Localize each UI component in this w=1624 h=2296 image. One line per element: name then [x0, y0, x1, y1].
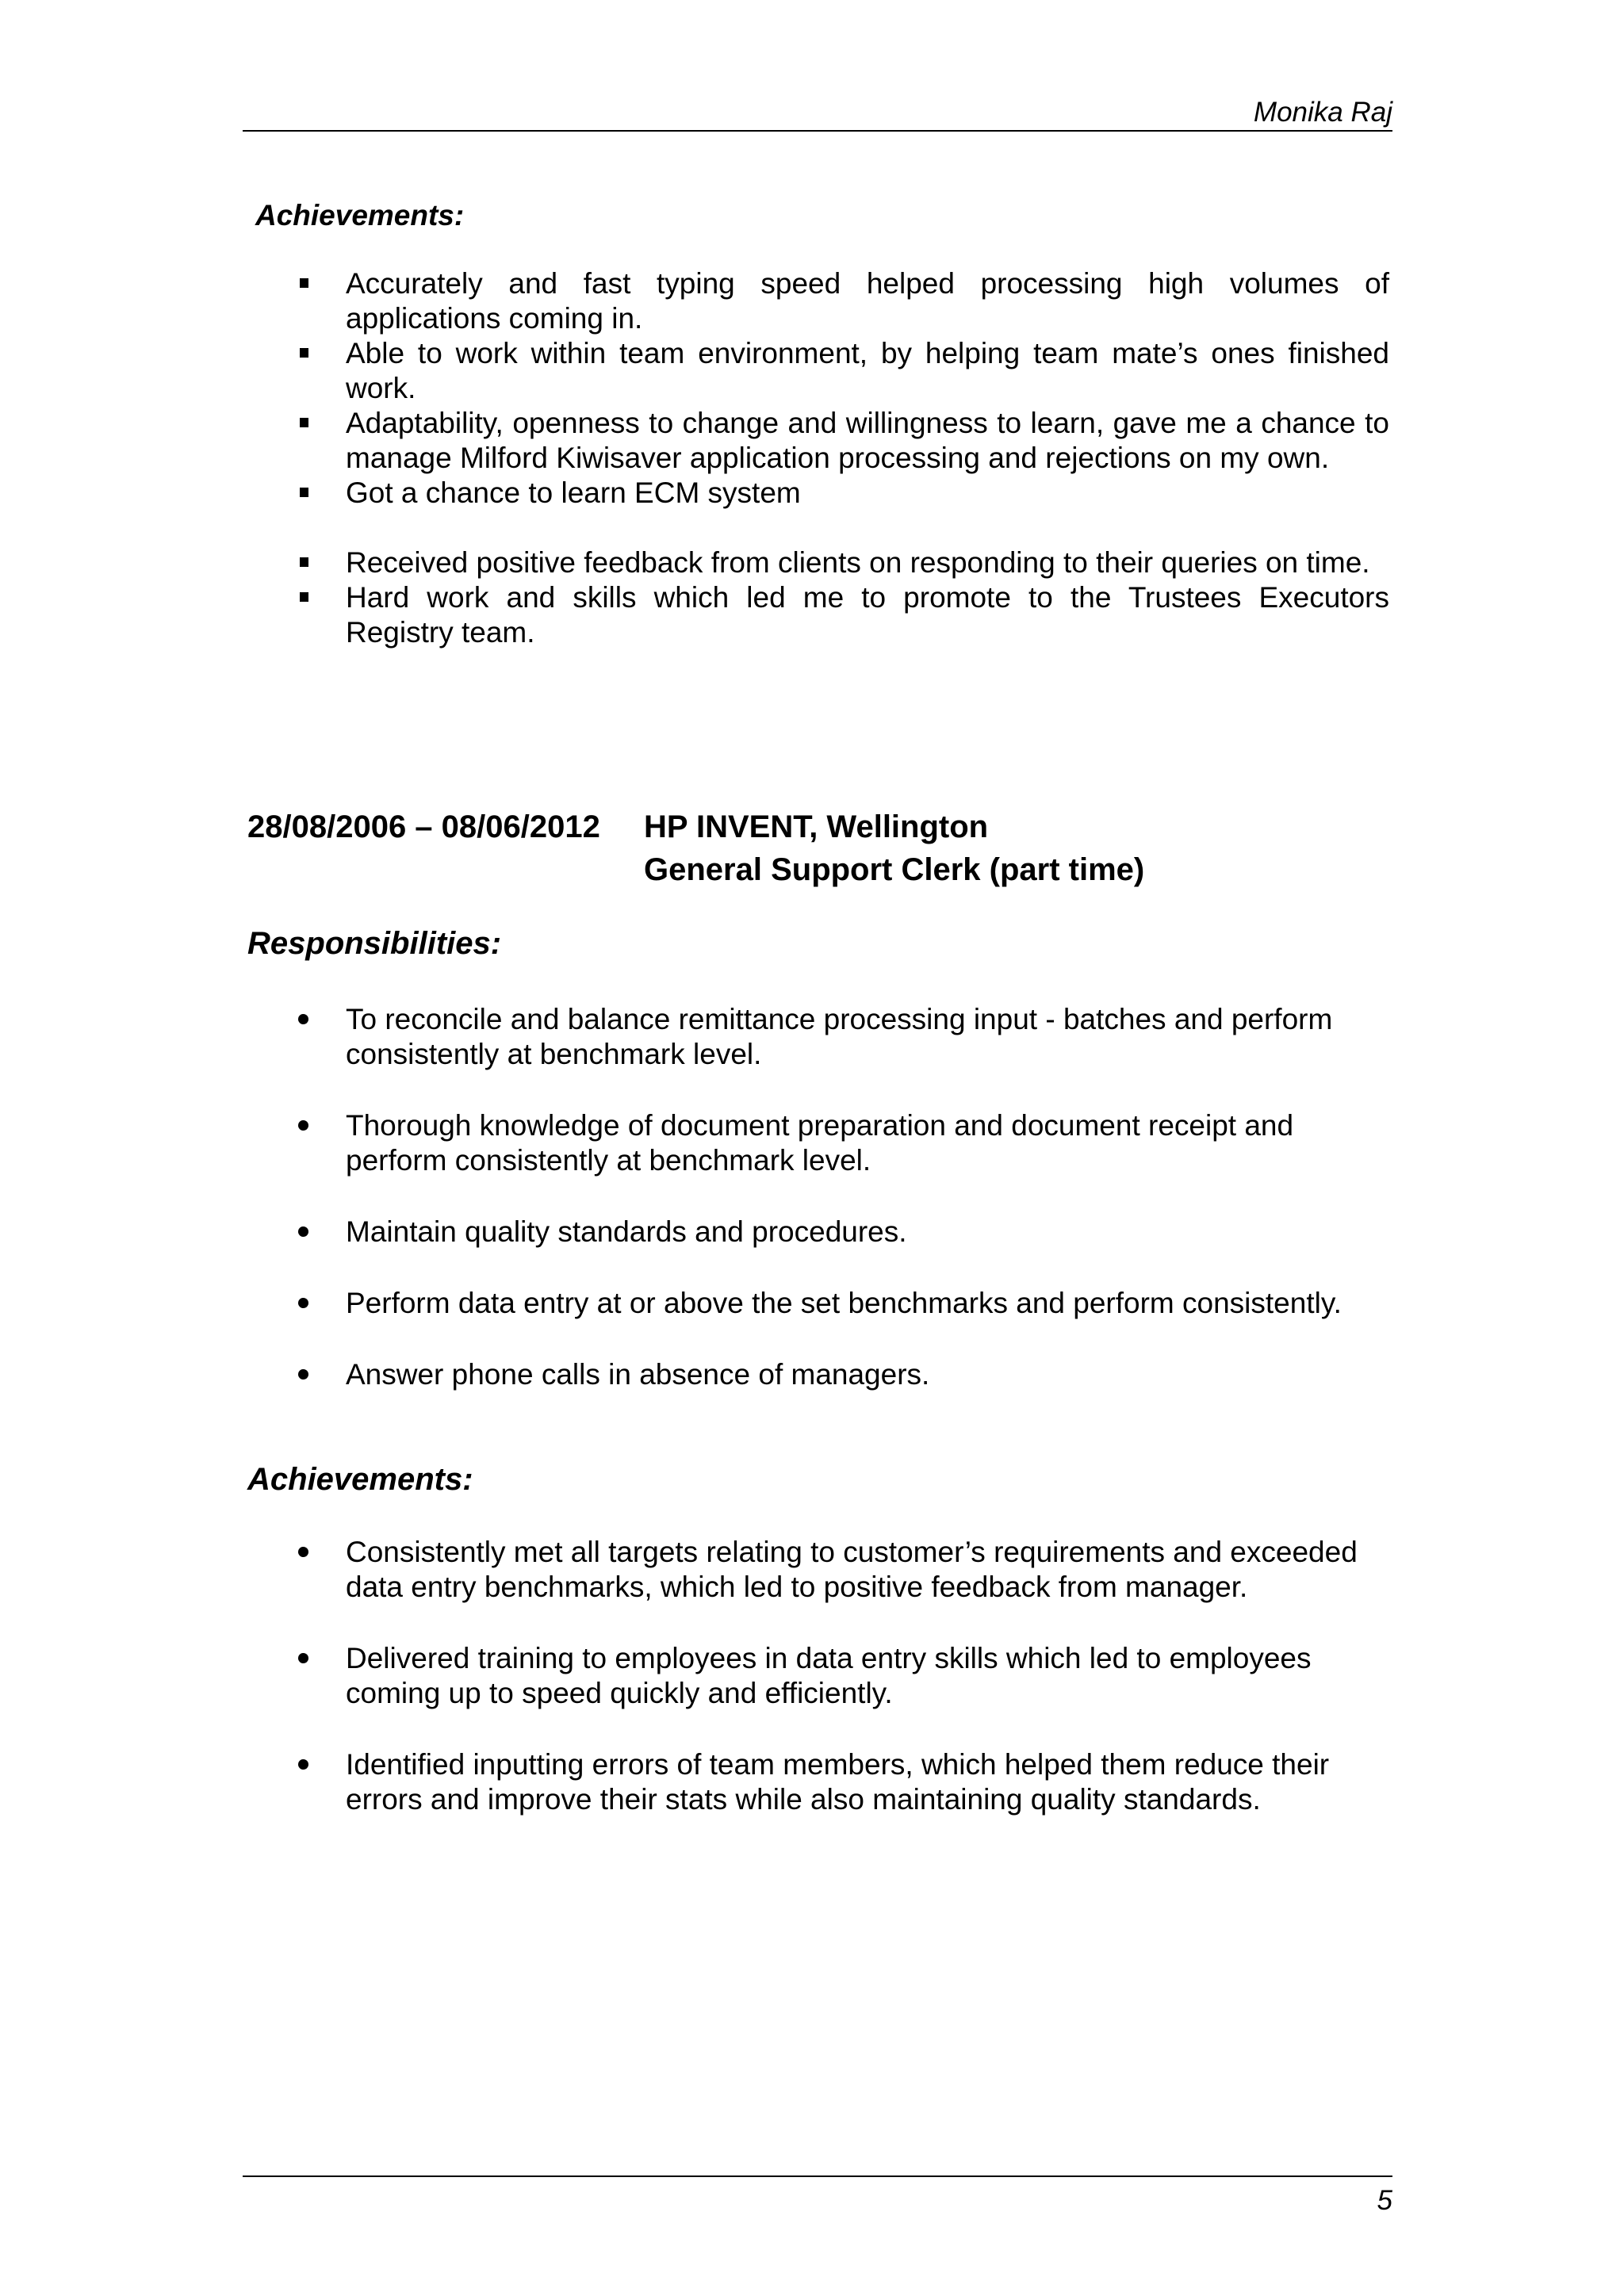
list-item	[293, 336, 1389, 406]
list-item	[293, 476, 1389, 511]
achievements-list	[293, 1535, 1389, 1817]
list-item	[293, 545, 1389, 580]
list-item	[293, 406, 1389, 476]
dot-bullet-icon	[298, 1653, 308, 1663]
list-item	[293, 580, 1389, 650]
job-dates: 28/08/2006 – 08/06/2012	[247, 809, 600, 844]
responsibilities-list	[293, 1002, 1389, 1392]
list-item-text: Maintain quality standards and procedures.	[346, 1215, 907, 1248]
list-item	[293, 1357, 1389, 1392]
list-item-text: Able to work within team environment, by helping team mate’s ones finished work.	[346, 337, 1389, 404]
list-item	[293, 1108, 1389, 1178]
list-item-text: Received positive feedback from clients on responding to their queries on time.	[346, 546, 1370, 579]
square-bullet-icon	[300, 418, 308, 427]
list-item	[293, 266, 1389, 336]
list-item-text: Accurately and fast typing speed helped processing high volumes of applications coming in.	[346, 267, 1389, 335]
list-item	[293, 1002, 1389, 1072]
page-number: 5	[1377, 2185, 1392, 2216]
list-item-text: Consistently met all targets relating to customer’s requirements and exceeded data entry benchmarks, which led to positive feedback from manager.	[346, 1536, 1358, 1603]
job-title: General Support Clerk (part time)	[644, 852, 1145, 887]
list-item-text: Delivered training to employees in data entry skills which led to employees coming up to speed quickly and efficiently.	[346, 1642, 1312, 1709]
job-employer: HP INVENT, Wellington	[644, 809, 989, 844]
achievements-heading: Achievements:	[255, 199, 465, 232]
list-item-text: Answer phone calls in absence of managers.	[346, 1358, 930, 1391]
square-bullet-icon	[300, 557, 308, 567]
square-bullet-icon	[300, 348, 308, 358]
dot-bullet-icon	[298, 1298, 308, 1308]
dot-bullet-icon	[298, 1014, 308, 1024]
dot-bullet-icon	[298, 1547, 308, 1557]
list-item-text: Adaptability, openness to change and willingness to learn, gave me a chance to manage Milford Kiwisaver application processing and rejections on my own.	[346, 407, 1389, 474]
header-rule	[243, 130, 1392, 132]
square-bullet-icon	[300, 278, 308, 288]
list-item	[293, 1747, 1389, 1817]
list-item-text: Identified inputting errors of team members, which helped them reduce their errors and improve their stats while also maintaining quality standards.	[346, 1748, 1330, 1816]
square-bullet-icon	[300, 592, 308, 602]
dot-bullet-icon	[298, 1226, 308, 1237]
dot-bullet-icon	[298, 1369, 308, 1380]
list-item	[293, 1215, 1389, 1249]
list-item	[293, 1641, 1389, 1711]
dot-bullet-icon	[298, 1120, 308, 1131]
list-item	[293, 1286, 1389, 1321]
list-item-text: Got a chance to learn ECM system	[346, 476, 801, 509]
dot-bullet-icon	[298, 1759, 308, 1770]
square-bullet-icon	[300, 488, 308, 497]
footer-rule	[243, 2175, 1392, 2177]
list-item	[293, 1535, 1389, 1605]
list-item-text: To reconcile and balance remittance processing input - batches and perform consistently at benchmark level.	[346, 1003, 1333, 1070]
achievements-heading: Achievements:	[247, 1462, 473, 1497]
list-item-text: Hard work and skills which led me to promote to the Trustees Executors Registry team.	[346, 581, 1389, 649]
header-name: Monika Raj	[1253, 97, 1392, 128]
responsibilities-heading: Responsibilities:	[247, 926, 502, 961]
list-item-text: Perform data entry at or above the set benchmarks and perform consistently.	[346, 1287, 1342, 1319]
list-item-text: Thorough knowledge of document preparation and document receipt and perform consistently at benchmark level.	[346, 1109, 1294, 1177]
achievements-list	[293, 266, 1389, 650]
